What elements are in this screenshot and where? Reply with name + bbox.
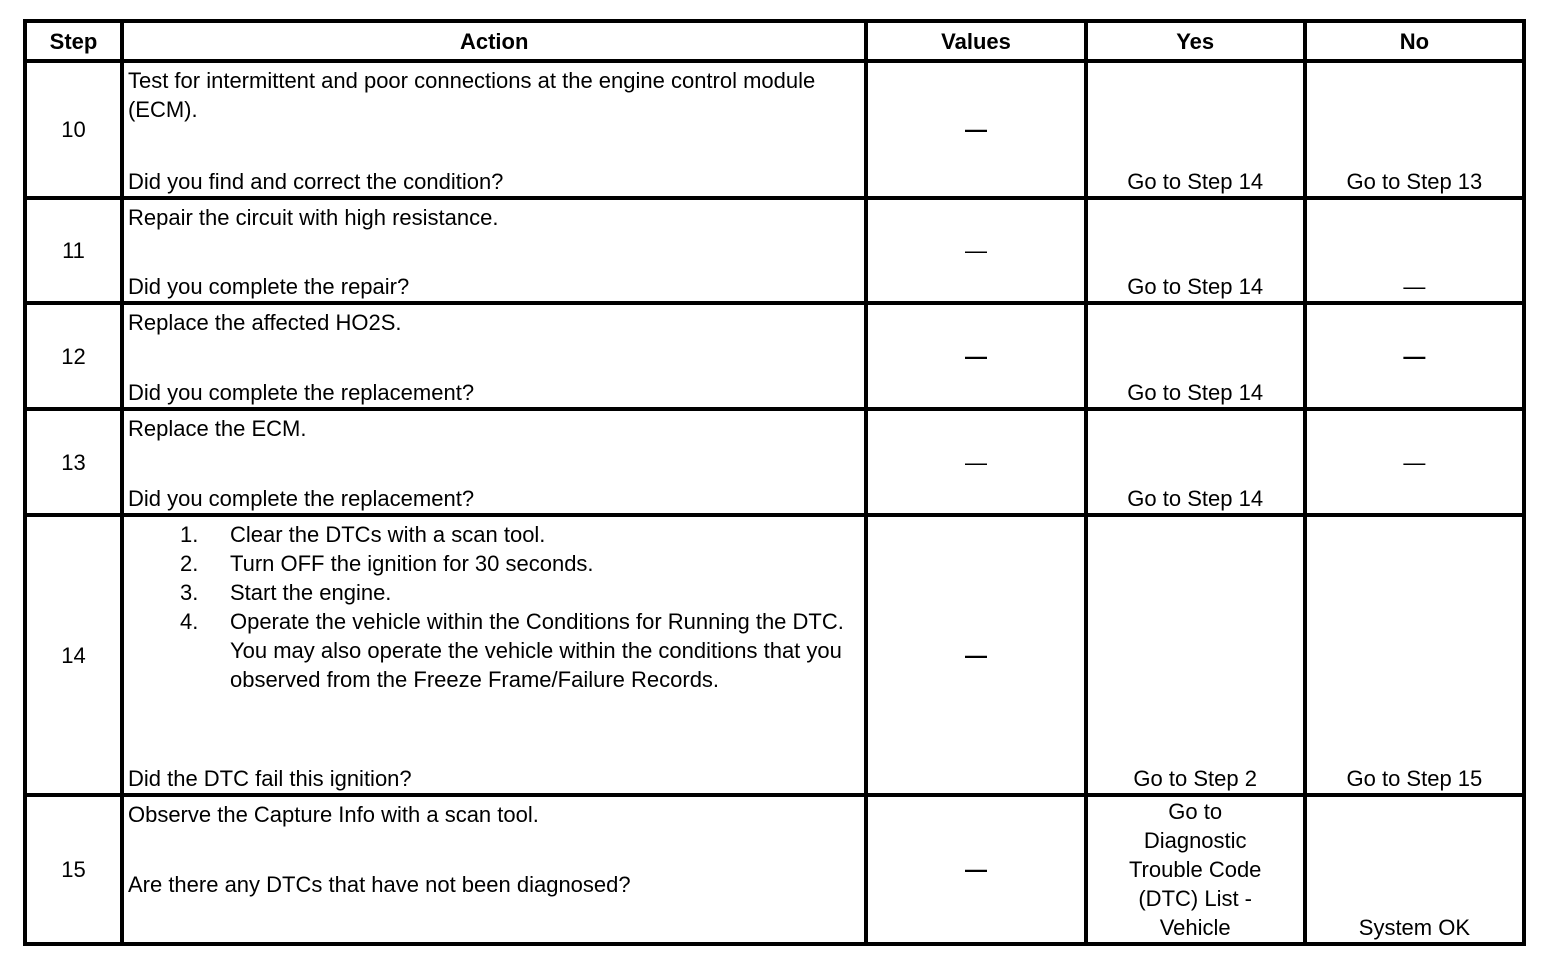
header-row	[25, 21, 1524, 61]
action-cell	[122, 61, 866, 198]
list-text: Operate the vehicle within the Conditions for Running the DTC. You may also operate the vehicle within the conditions that you observed from the Freeze Frame/Failure Records.	[229, 609, 844, 692]
header-yes: Yes	[1086, 21, 1305, 61]
action-cell	[122, 515, 866, 795]
yes-cell: Go to Step 14	[1086, 409, 1305, 515]
header-action: Action	[122, 21, 866, 61]
action-cell	[122, 198, 866, 303]
header-step: Step	[25, 21, 122, 61]
action-question: Did the DTC fail this ignition?	[127, 766, 412, 791]
step-number: 10	[25, 61, 122, 198]
list-number: 2.	[179, 551, 199, 576]
list-number: 3.	[179, 580, 199, 605]
no-cell: Go to Step 13	[1305, 61, 1524, 198]
action-question: Did you find and correct the condition?	[127, 169, 504, 194]
action-question: Are there any DTCs that have not been diagnosed?	[127, 872, 631, 897]
values-cell	[866, 198, 1085, 303]
values-cell	[866, 795, 1085, 944]
action-text: Repair the circuit with high resistance.	[127, 205, 499, 230]
list-text: Start the engine.	[229, 580, 392, 605]
values-cell	[866, 409, 1085, 515]
yes-cell: Go to Step 14	[1086, 198, 1305, 303]
step-number: 15	[25, 795, 122, 944]
header-no: No	[1305, 21, 1524, 61]
list-number: 4.	[179, 609, 199, 634]
dash-value: —	[965, 117, 987, 142]
list-item	[128, 607, 860, 694]
table-row	[25, 61, 1524, 198]
list-item	[128, 578, 860, 607]
dash-value: —	[965, 238, 987, 263]
dash-value: —	[1403, 274, 1426, 299]
list-item	[128, 520, 860, 549]
table-row	[25, 515, 1524, 795]
yes-cell: Go to Diagnostic Trouble Code (DTC) List - Vehicle	[1086, 795, 1305, 944]
values-cell	[866, 303, 1085, 409]
step-number: 13	[25, 409, 122, 515]
action-text: Test for intermittent and poor connections at the engine control module (ECM).	[127, 68, 816, 122]
dash-value: —	[965, 857, 987, 882]
dash-value: —	[965, 642, 987, 668]
action-text: Replace the affected HO2S.	[127, 310, 402, 335]
table-row	[25, 795, 1524, 944]
action-cell	[122, 409, 866, 515]
dash-value: —	[1403, 343, 1426, 369]
yes-cell: Go to Step 14	[1086, 61, 1305, 198]
action-question: Did you complete the replacement?	[127, 380, 475, 405]
table-row	[25, 303, 1524, 409]
list-text: Turn OFF the ignition for 30 seconds.	[229, 551, 594, 576]
list-item	[128, 549, 860, 578]
no-cell	[1305, 198, 1524, 303]
no-cell: System OK	[1305, 795, 1524, 944]
no-cell	[1305, 409, 1524, 515]
table-row	[25, 198, 1524, 303]
step-number: 14	[25, 515, 122, 795]
table-row	[25, 409, 1524, 515]
yes-cell: Go to Step 2	[1086, 515, 1305, 795]
action-text: Replace the ECM.	[127, 416, 307, 441]
values-cell	[866, 515, 1085, 795]
yes-cell: Go to Step 14	[1086, 303, 1305, 409]
action-steps-list	[128, 517, 860, 694]
dash-value: —	[1403, 449, 1426, 475]
diagnostic-table	[23, 19, 1526, 946]
step-number: 12	[25, 303, 122, 409]
action-cell	[122, 303, 866, 409]
list-number: 1.	[179, 522, 199, 547]
values-cell	[866, 61, 1085, 198]
header-values: Values	[866, 21, 1085, 61]
action-question: Did you complete the replacement?	[127, 486, 475, 511]
dash-value: —	[965, 449, 987, 475]
list-text: Clear the DTCs with a scan tool.	[229, 522, 546, 547]
action-question: Did you complete the repair?	[127, 274, 410, 299]
no-cell: Go to Step 15	[1305, 515, 1524, 795]
action-text: Observe the Capture Info with a scan tool.	[127, 802, 539, 827]
no-cell	[1305, 303, 1524, 409]
action-cell	[122, 795, 866, 944]
dash-value: —	[965, 343, 987, 369]
step-number: 11	[25, 198, 122, 303]
